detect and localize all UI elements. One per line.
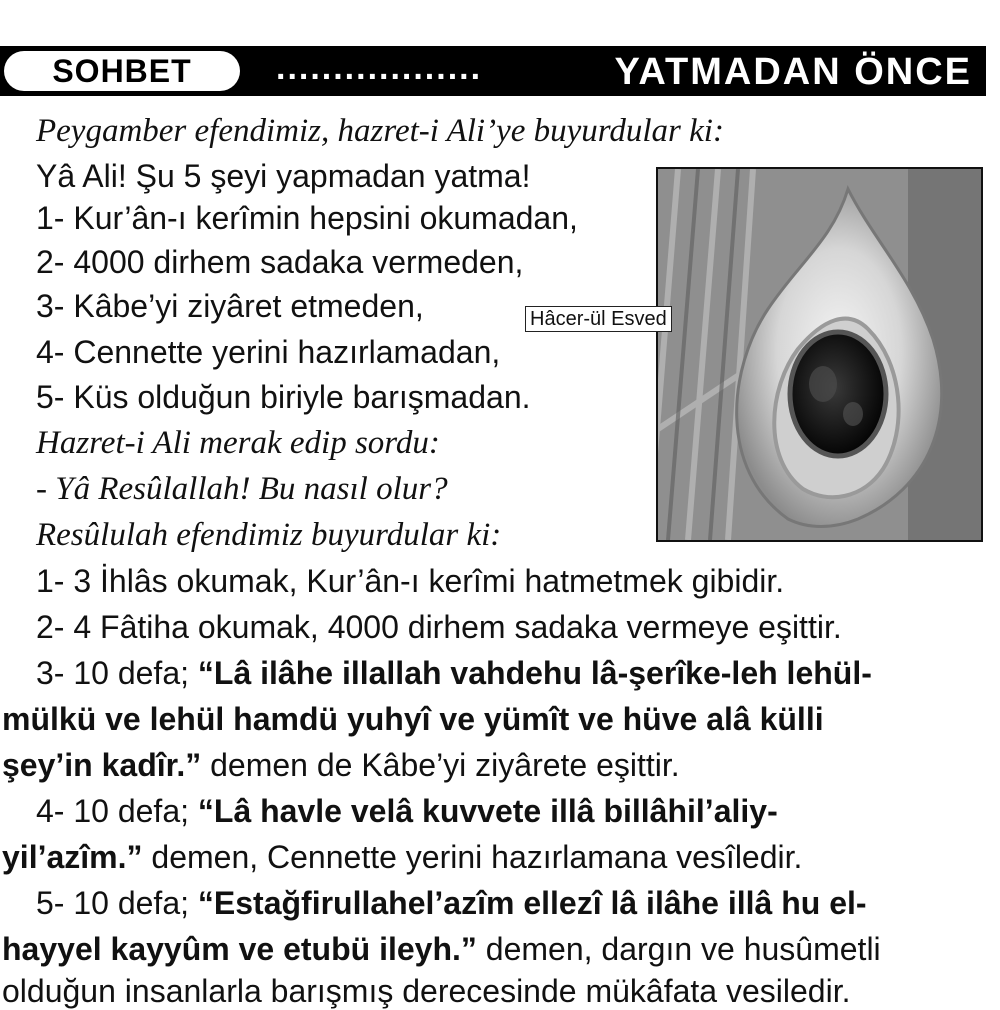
answer-3-dhikr-part-2: mülkü ve lehül hamdü yuhyî ve yümît ve hüve alâ külli <box>2 701 824 737</box>
answer-5-dhikr-part-2: hayyel kayyûm ve etubü ileyh.” <box>2 931 477 967</box>
section-label: SOHBET <box>4 51 240 91</box>
list-item: 4- Cennette yerini hazırlamadan, <box>36 334 501 370</box>
answer-5-prefix: 5- 10 defa; <box>36 885 198 921</box>
question-line: - Yâ Resûlallah! Bu nasıl olur? <box>36 471 448 507</box>
answer-2: 2- 4 Fâtiha okumak, 4000 dirhem sadaka vermeye eşittir. <box>36 609 842 645</box>
answer-3-dhikr-part-3: şey’in kadîr.” <box>2 747 202 783</box>
answer-5-dhikr-part-1: “Estağfirullahel’azîm ellezî lâ ilâhe illâ hu el- <box>197 885 867 921</box>
answer-3-prefix: 3- 10 defa; <box>36 655 198 691</box>
intro-line: Peygamber efendimiz, hazret-i Ali’ye buyurdular ki: <box>36 113 724 149</box>
list-item: 1- Kur’ân-ı kerîmin hepsini okumadan, <box>36 200 578 236</box>
header-dots: .................. <box>276 49 483 87</box>
list-item: 2- 4000 dirhem sadaka vermeden, <box>36 244 524 280</box>
list-item: 3- Kâbe’yi ziyâret etmeden, <box>36 288 424 324</box>
salutation-line: Yâ Ali! Şu 5 şeyi yapmadan yatma! <box>36 158 531 194</box>
answer-5-suffix: demen, dargın ve husûmetli <box>476 931 881 967</box>
answer-5-line-2 <box>2 930 881 968</box>
answer-3-suffix: demen de Kâbe’yi ziyârete eşittir. <box>201 747 680 783</box>
answer-4-prefix: 4- 10 defa; <box>36 793 198 829</box>
answer-5-line-1 <box>36 884 867 922</box>
answer-1: 1- 3 İhlâs okumak, Kur’ân-ı kerîmi hatmetmek gibidir. <box>36 563 785 599</box>
answer-4-line-2 <box>2 838 802 876</box>
answer-3-line-1 <box>36 654 872 692</box>
list-item: 5- Küs olduğun biriyle barışmadan. <box>36 379 531 415</box>
answer-4-dhikr-part-1: “Lâ havle velâ kuvvete illâ billâhil’aliy- <box>197 793 778 829</box>
answer-5-line-3: olduğun insanlarla barışmış derecesinde mükâfata vesiledir. <box>2 973 851 1009</box>
answer-intro: Resûlulah efendimiz buyurdular ki: <box>36 517 502 553</box>
question-intro: Hazret-i Ali merak edip sordu: <box>36 425 440 461</box>
answer-4-suffix: demen, Cennette yerini hazırlamana vesîledir. <box>142 839 803 875</box>
article-title: YATMADAN ÖNCE <box>614 51 972 93</box>
answer-4-line-1 <box>36 792 778 830</box>
photo-caption: Hâcer-ül Esved <box>525 306 672 332</box>
section-header <box>0 46 986 96</box>
black-stone-illustration <box>658 169 981 540</box>
answer-3-line-3 <box>2 746 680 784</box>
answer-4-dhikr-part-2: yil’azîm.” <box>2 839 143 875</box>
answer-3-dhikr-part-1: “Lâ ilâhe illallah vahdehu lâ-şerîke-leh lehül- <box>197 655 872 691</box>
black-stone-photo <box>656 167 983 542</box>
